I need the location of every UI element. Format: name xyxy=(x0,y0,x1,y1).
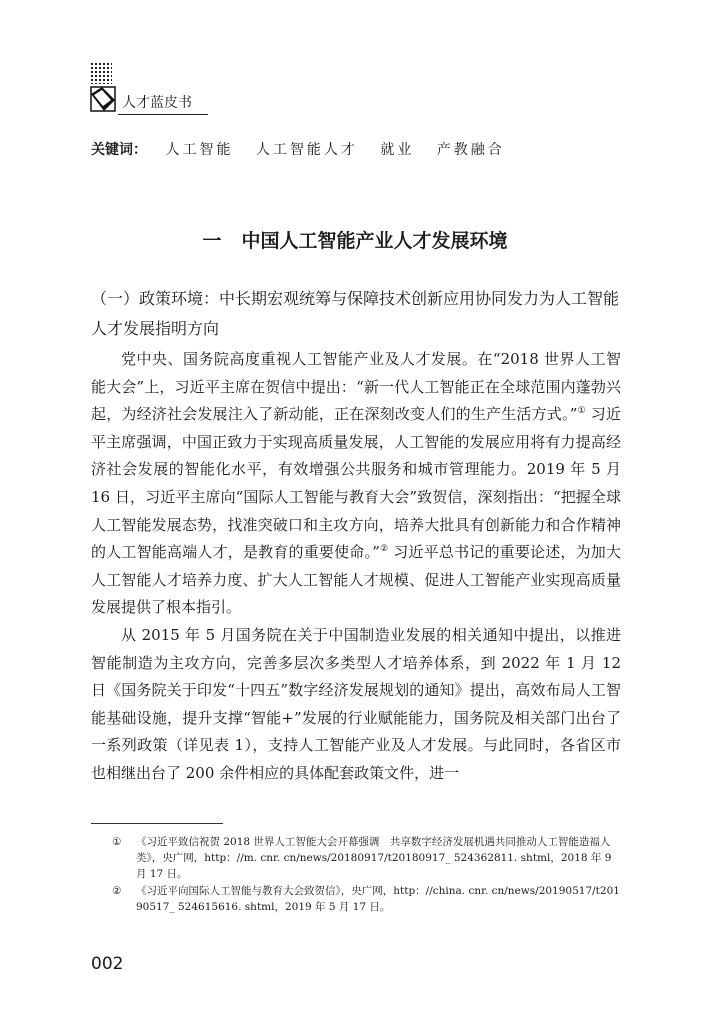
footnotes xyxy=(112,834,622,916)
chapter-heading xyxy=(0,226,710,253)
paragraph: 从 2015 年 5 月国务院在关于中国制造业发展的相关通知中提出，以推进智能制造为主攻方向，完善多层次多类型人才培养体系，到 2022 年 1 月 12 日《国务院关于印发“十四五”数字经济发展规划的通知》提出，高效布局人工智能基础设施，提升支撑“智能+”发展的行业赋能能力，国务院及相关部门出台了一系列政策（详见表 1），支持人工智能产业及人才发展。与此同时，各省区市也相继出台了 200 余件相应的具体配套政策文件，进一 xyxy=(91,625,621,782)
paragraph-text: 党中央、国务院高度重视人工智能产业及人才发展。在“2018 世界人工智能大会”上，习近平主席在贺信中提出：“新一代人工智能正在全球范围内蓬勃兴起，为经济社会发展注入了新动能，正在深刻改变人们的生产生活方式。” xyxy=(91,350,621,424)
paragraph-text: 习近平总书记的重要论述，为加大人工智能人才培养力度、扩大人工智能人才规模、促进人工智能产业实现高质量发展提供了根本指引。 xyxy=(91,543,622,617)
footnote-ref[interactable]: ② xyxy=(379,544,389,555)
keywords-line xyxy=(91,139,523,159)
footnote-mark: ② xyxy=(112,885,122,897)
keyword: 人工智能人才 xyxy=(255,142,358,158)
paragraph-text: 习近平主席强调，中国正致力于实现高质量发展，人工智能的发展应用将有力提高经济社会发展的智能化水平，有效增强公共服务和城市管理能力。2019 年 5 月 16 日，习近平主席向“国际人工智能与教育大会”致贺信，深刻指出：“把握全球人工智能发展态势，找准突破口和主攻方向，培养大批具有创新能力和合作精神的人工智能高端人才，是教育的重要使命。” xyxy=(91,405,621,562)
section-heading: （一）政策环境：中长期宏观统筹与保障技术创新应用协同发力为人工智能人才发展指明方向 xyxy=(91,289,620,338)
footnote xyxy=(112,883,622,915)
footnote xyxy=(112,834,622,882)
keyword: 人工智能 xyxy=(165,142,234,158)
header-rule xyxy=(118,114,208,115)
footnote-text: 《习近平致信祝贺 2018 世界人工智能大会开幕强调 共享数字经济发展机遇共同推动人工智能造福人类》，央广网，http：//m. cnr. cn/news/20180917/t20180917_ 524362811. shtml，2018 年 9 月 17 日。 xyxy=(136,836,612,880)
dot-grid-ornament xyxy=(90,62,112,84)
footnote-ref[interactable]: ① xyxy=(577,406,586,417)
series-title: 人才蓝皮书 xyxy=(122,95,192,111)
keywords-label: 关键词： xyxy=(91,142,147,158)
body-text xyxy=(91,346,621,788)
keyword: 就业 xyxy=(380,142,415,158)
page-header xyxy=(90,62,290,122)
chapter-number: 一 xyxy=(202,230,222,252)
keyword: 产教融合 xyxy=(436,142,505,158)
footnote-mark: ① xyxy=(112,836,122,848)
chapter-title: 中国人工智能产业人才发展环境 xyxy=(241,230,508,252)
book-icon xyxy=(90,86,116,112)
footnote-divider xyxy=(91,823,223,824)
page-number: 002 xyxy=(91,954,124,974)
paragraph xyxy=(91,346,621,622)
footnote-text: 《习近平向国际人工智能与教育大会致贺信》，央广网，http：//china. cnr. cn/news/20190517/t20190517_ 524615616. shtml，2019 年 5 月 17 日。 xyxy=(136,885,620,913)
